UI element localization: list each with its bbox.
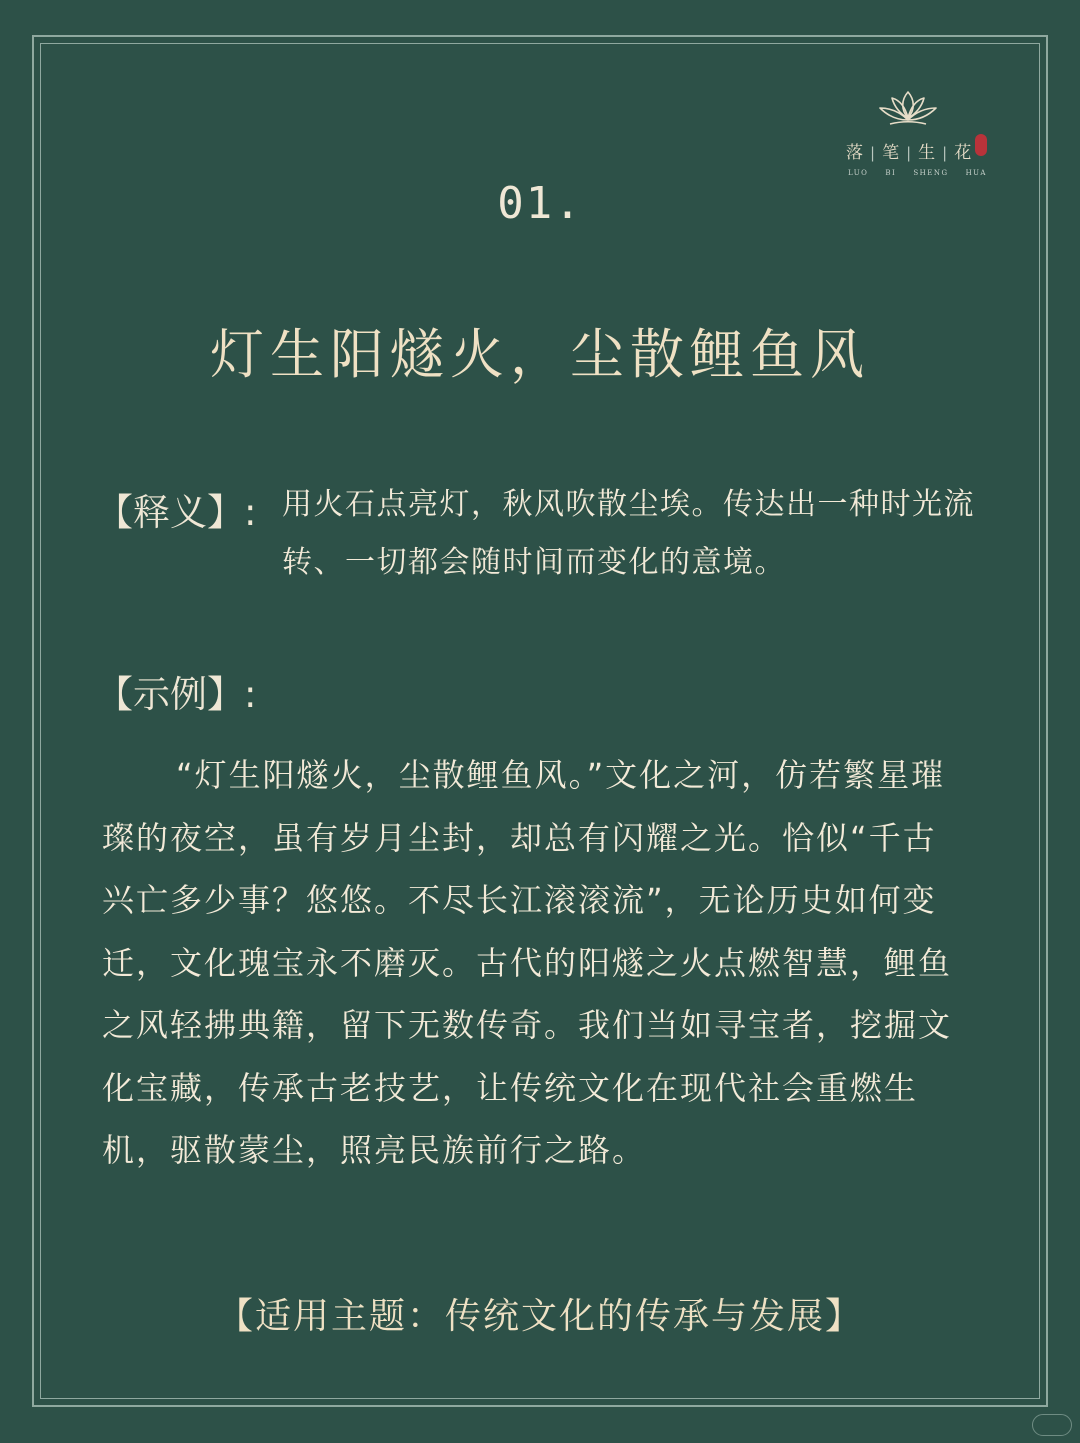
- logo-separator: |: [870, 144, 878, 162]
- logo-separator: |: [906, 144, 914, 162]
- brand-logo: [838, 88, 998, 183]
- watermark: [1032, 1414, 1072, 1436]
- lotus-icon: [876, 88, 940, 130]
- logo-char: 花: [954, 143, 974, 163]
- red-seal-stamp: [975, 134, 987, 156]
- logo-romanized-word: SHENG: [913, 169, 949, 177]
- logo-separator: |: [942, 144, 950, 162]
- logo-romanized-name: [848, 169, 988, 177]
- meaning-label: 【释义】:: [96, 491, 257, 534]
- logo-char: 笔: [882, 143, 902, 163]
- logo-char: 落: [846, 143, 865, 163]
- meaning-text: 用火石点亮灯，秋风吹散尘埃。传达出一种时光流转、一切都会随时间而变化的意境。: [282, 487, 975, 580]
- logo-chinese-name: [846, 138, 996, 163]
- applicable-theme: 【适用主题：传统文化的传承与发展】: [216, 1296, 863, 1337]
- logo-romanized-word: BI: [885, 169, 897, 177]
- item-number: 01.: [497, 178, 583, 229]
- example-text: “灯生阳燧火，尘散鲤鱼风。”文化之河，仿若繁星璀璨的夜空，虽有岁月尘封，却总有闪耀之光。恰似“千古兴亡多少事？悠悠。不尽长江滚滚流”，无论历史如何变迁，文化瑰宝永不磨灭。古代的阳燧之火点燃智慧，鲤鱼之风轻拂典籍，留下无数传奇。我们当如寻宝者，挖掘文化宝藏，传承古老技艺，让传统文化在现代社会重燃生机，驱散蒙尘，照亮民族前行之路。: [102, 756, 953, 1169]
- logo-char: 生: [918, 143, 938, 163]
- logo-romanized-word: HUA: [965, 169, 987, 177]
- inner-border: [40, 43, 1040, 1399]
- logo-romanized-word: LUO: [848, 169, 869, 177]
- example-label: 【示例】:: [96, 673, 257, 716]
- poem-title: 灯生阳燧火，尘散鲤鱼风: [210, 323, 870, 386]
